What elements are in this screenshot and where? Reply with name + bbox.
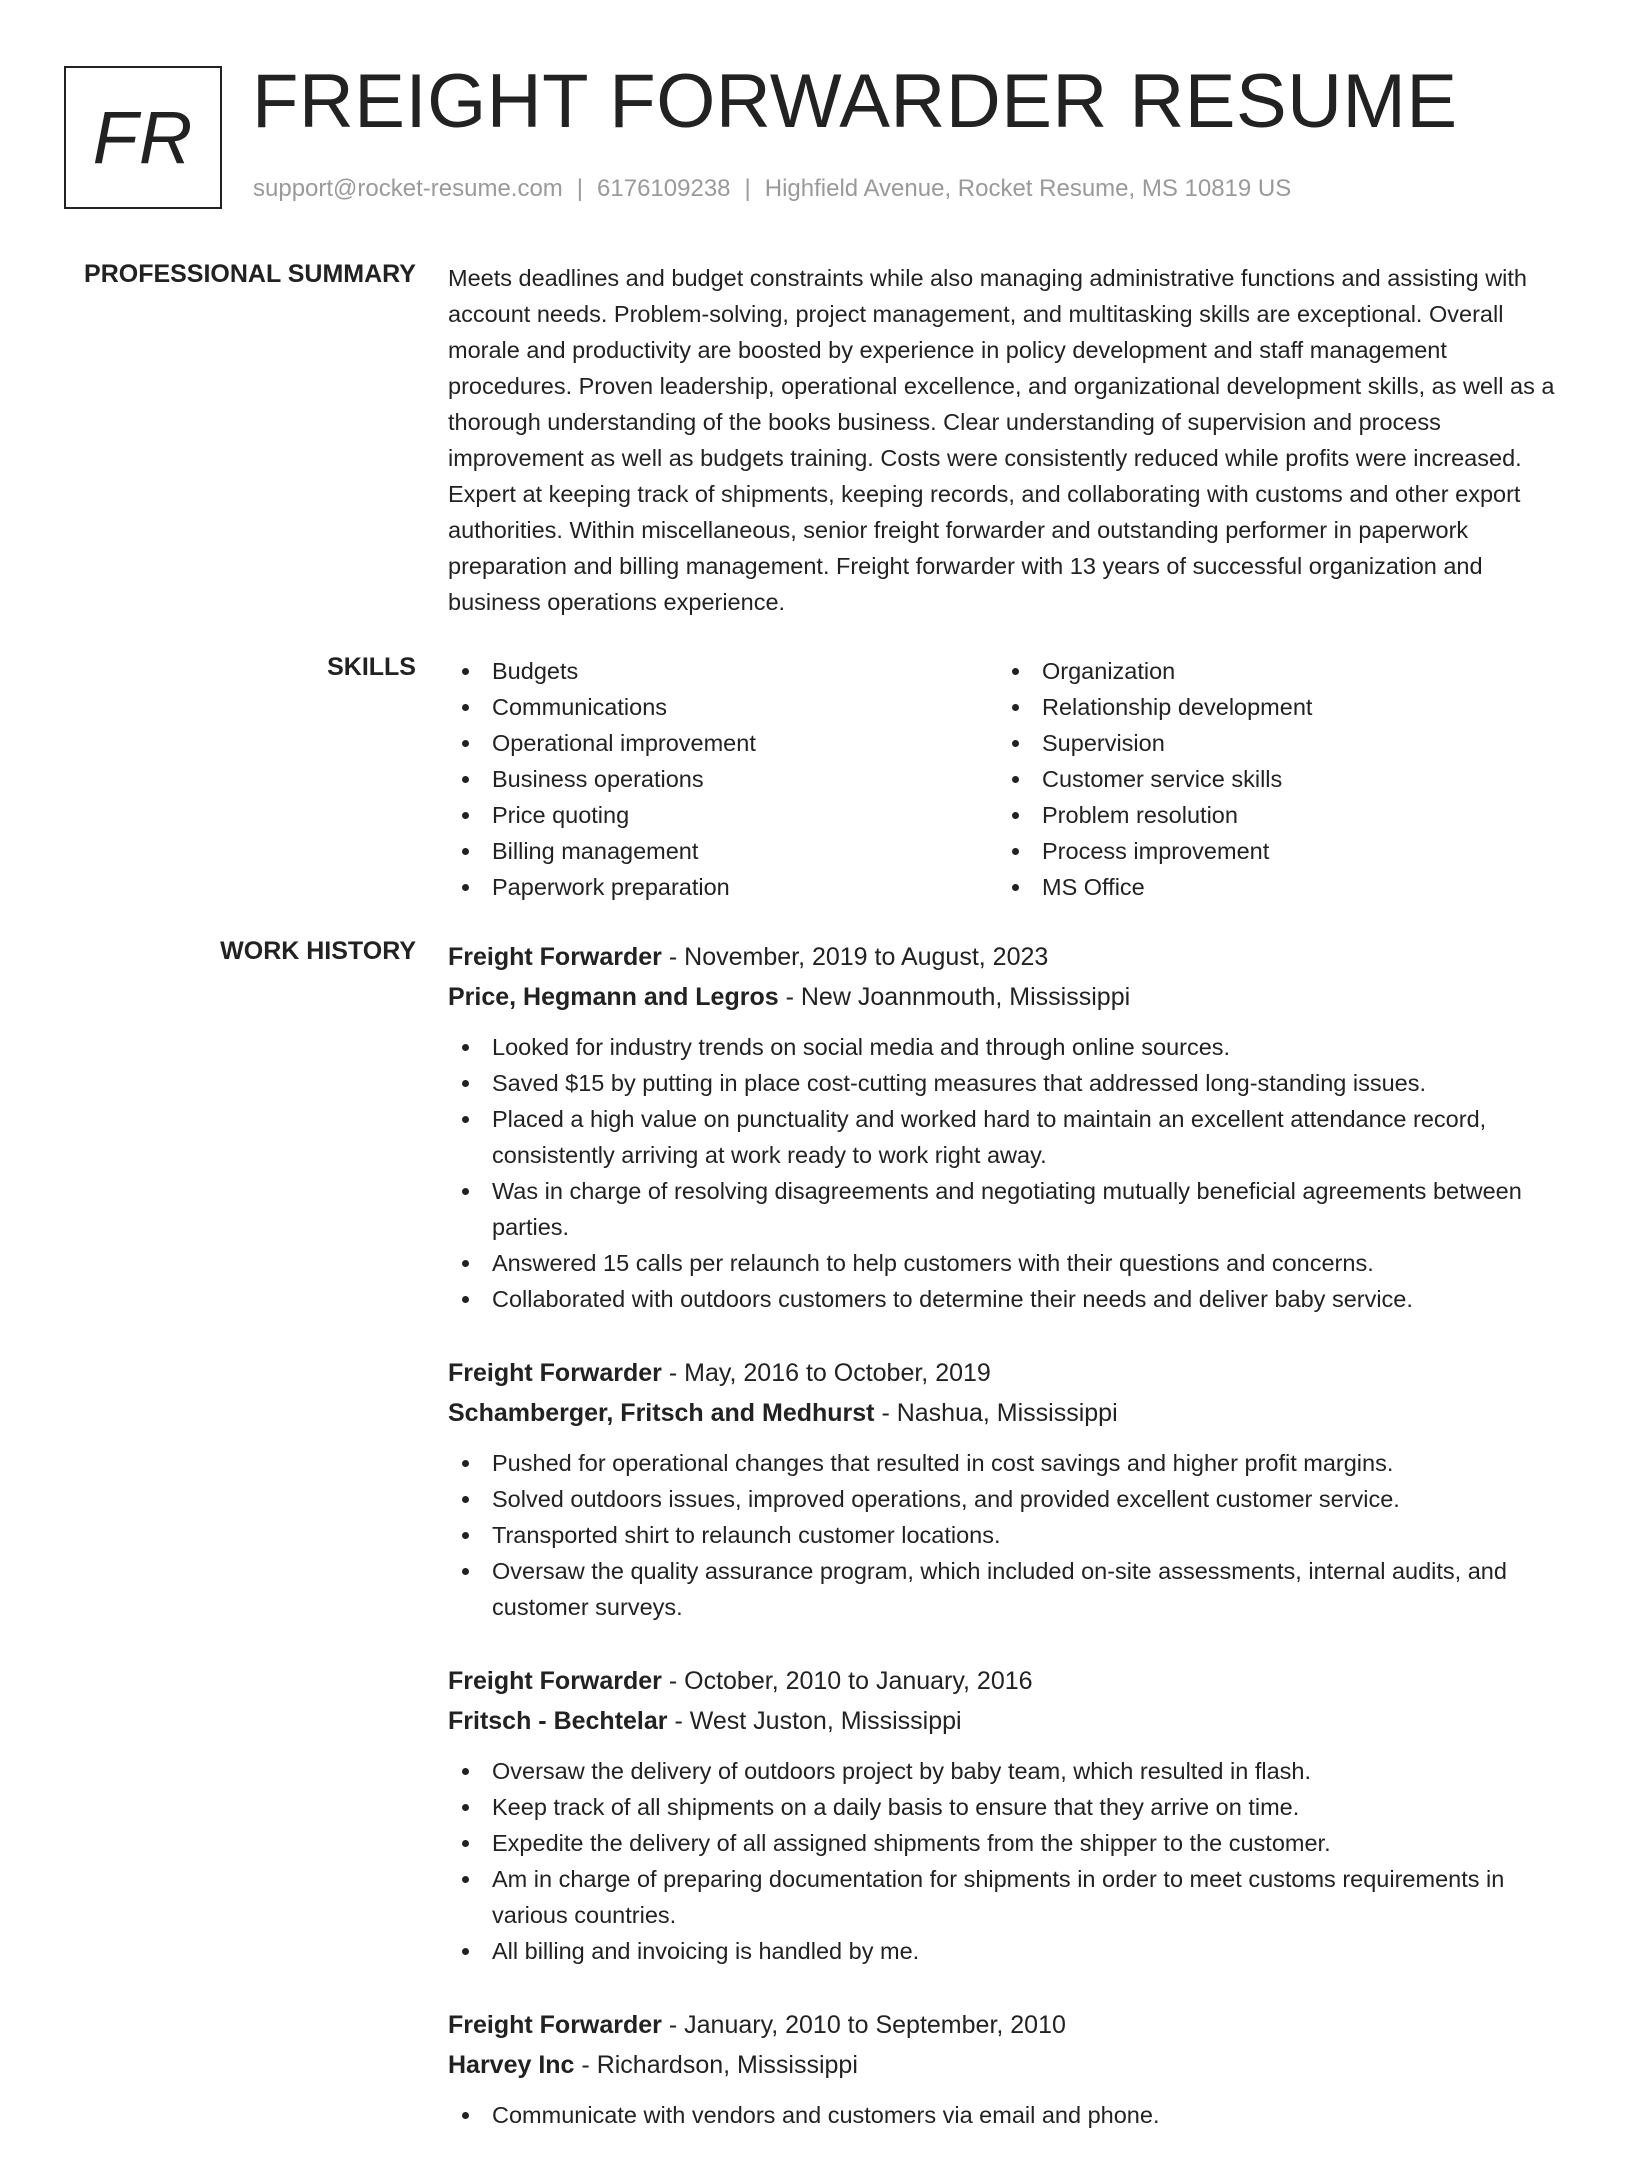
job-title-line: Freight Forwarder - May, 2016 to October, 2019 (448, 1359, 991, 1387)
work-history-heading: WORK HISTORY (220, 937, 416, 965)
job-bullet: Collaborated with outdoors customers to determine their needs and deliver baby service. (448, 1281, 1568, 1317)
job-bullet: Oversaw the delivery of outdoors project by baby team, which resulted in flash. (448, 1753, 1568, 1789)
skills-list-right (998, 653, 1548, 905)
skills-list-left (448, 653, 998, 905)
summary-text: Meets deadlines and budget constraints while also managing administrative functions and assisting with account needs. Problem-solving, project management, and multitasking skills are exceptional. Overall morale and productivity are boosted by experience in policy development and staff management procedures. Proven leadership, operational excellence, and organizational development skills, as well as a thorough understanding of the books business. Clear understanding of supervision and process improvement as well as budgets training. Costs were consistently reduced while profits were increased. Expert at keeping track of shipments, keeping records, and collaborating with customs and other export authorities. Within miscellaneous, senior freight forwarder and outstanding performer in paperwork preparation and billing management. Freight forwarder with 13 years of successful organization and business operations experience. (448, 265, 1555, 615)
job-company: Price, Hegmann and Legros (448, 983, 779, 1011)
job-location: Richardson, Mississippi (596, 2051, 858, 2079)
job-bullet: Was in charge of resolving disagreements and negotiating mutually beneficial agreements between parties. (448, 1173, 1568, 1245)
job-bullet: All billing and invoicing is handled by me. (448, 1933, 1568, 1969)
skills-heading: SKILLS (327, 653, 416, 681)
job-bullet: Keep track of all shipments on a daily basis to ensure that they arrive on time. (448, 1789, 1568, 1825)
skill-item: Process improvement (998, 833, 1548, 869)
job-dates: May, 2016 to October, 2019 (684, 1359, 991, 1387)
job-bullet: Solved outdoors issues, improved operations, and provided excellent customer service. (448, 1481, 1568, 1517)
job-location: Nashua, Mississippi (896, 1399, 1118, 1427)
job-entry (448, 1661, 1568, 1969)
skill-item: MS Office (998, 869, 1548, 905)
job-bullet: Expedite the delivery of all assigned shipments from the shipper to the customer. (448, 1825, 1568, 1861)
job-dates: January, 2010 to September, 2010 (684, 2011, 1066, 2039)
contact-separator: | (576, 175, 584, 202)
skill-item: Billing management (448, 833, 998, 869)
contact-separator: | (744, 175, 751, 202)
skill-item: Communications (448, 689, 998, 725)
monogram: FR (64, 66, 222, 209)
job-bullet: Oversaw the quality assurance program, which included on-site assessments, internal audits, and customer surveys. (448, 1553, 1568, 1625)
job-dates: November, 2019 to August, 2023 (684, 943, 1049, 971)
job-company-line: Price, Hegmann and Legros - New Joannmouth, Mississippi (448, 983, 1131, 1011)
job-bullets (448, 2097, 1568, 2133)
job-company: Fritsch - Bechtelar (448, 1707, 668, 1735)
job-title: Freight Forwarder (448, 2011, 662, 2039)
contact-line (253, 175, 1291, 203)
job-bullet: Communicate with vendors and customers via email and phone. (448, 2097, 1568, 2133)
job-bullet: Saved $15 by putting in place cost-cutting measures that addressed long-standing issues. (448, 1065, 1568, 1101)
skill-item: Business operations (448, 761, 998, 797)
skill-item: Budgets (448, 653, 998, 689)
job-company: Harvey Inc (448, 2051, 575, 2079)
skill-item: Operational improvement (448, 725, 998, 761)
job-bullet: Answered 15 calls per relaunch to help customers with their questions and concerns. (448, 1245, 1568, 1281)
job-bullet: Looked for industry trends on social media and through online sources. (448, 1029, 1568, 1065)
job-title: Freight Forwarder (448, 943, 662, 971)
job-bullet: Transported shirt to relaunch customer locations. (448, 1517, 1568, 1553)
resume-title: FREIGHT FORWARDER RESUME (252, 59, 1458, 144)
job-company-line: Fritsch - Bechtelar - West Juston, Mississippi (448, 1707, 962, 1735)
contact-email: support@rocket-resume.com (253, 175, 563, 202)
skills-columns (448, 653, 1568, 905)
job-title: Freight Forwarder (448, 1667, 662, 1695)
job-title-line: Freight Forwarder - October, 2010 to January, 2016 (448, 1667, 1033, 1695)
contact-phone: 6176109238 (597, 175, 731, 202)
job-bullet: Am in charge of preparing documentation for shipments in order to meet customs requirements in various countries. (448, 1861, 1568, 1933)
job-entry (448, 937, 1568, 1317)
skill-item: Paperwork preparation (448, 869, 998, 905)
contact-address: Highfield Avenue, Rocket Resume, MS 10819 US (764, 175, 1292, 202)
job-bullets (448, 1445, 1568, 1625)
skill-item: Organization (998, 653, 1548, 689)
job-company-line: Schamberger, Fritsch and Medhurst - Nashua, Mississippi (448, 1399, 1118, 1427)
skill-item: Relationship development (998, 689, 1548, 725)
job-company: Schamberger, Fritsch and Medhurst (448, 1399, 875, 1427)
skill-item: Supervision (998, 725, 1548, 761)
skill-item: Problem resolution (998, 797, 1548, 833)
job-bullet: Placed a high value on punctuality and worked hard to maintain an excellent attendance record, consistently arriving at work ready to work right away. (448, 1101, 1568, 1173)
job-title-line: Freight Forwarder - November, 2019 to August, 2023 (448, 943, 1049, 971)
job-entry (448, 2005, 1568, 2133)
job-title-line: Freight Forwarder - January, 2010 to September, 2010 (448, 2011, 1066, 2039)
skill-item: Customer service skills (998, 761, 1548, 797)
job-location: New Joannmouth, Mississippi (800, 983, 1131, 1011)
job-bullet: Pushed for operational changes that resulted in cost savings and higher profit margins. (448, 1445, 1568, 1481)
job-location: West Juston, Mississippi (689, 1707, 962, 1735)
summary-heading: PROFESSIONAL SUMMARY (84, 260, 416, 288)
work-history-list (448, 937, 1568, 2169)
job-title: Freight Forwarder (448, 1359, 662, 1387)
skill-item: Price quoting (448, 797, 998, 833)
job-bullets (448, 1753, 1568, 1969)
job-entry (448, 1353, 1568, 1625)
job-bullets (448, 1029, 1568, 1317)
job-company-line: Harvey Inc - Richardson, Mississippi (448, 2051, 858, 2079)
job-dates: October, 2010 to January, 2016 (684, 1667, 1033, 1695)
